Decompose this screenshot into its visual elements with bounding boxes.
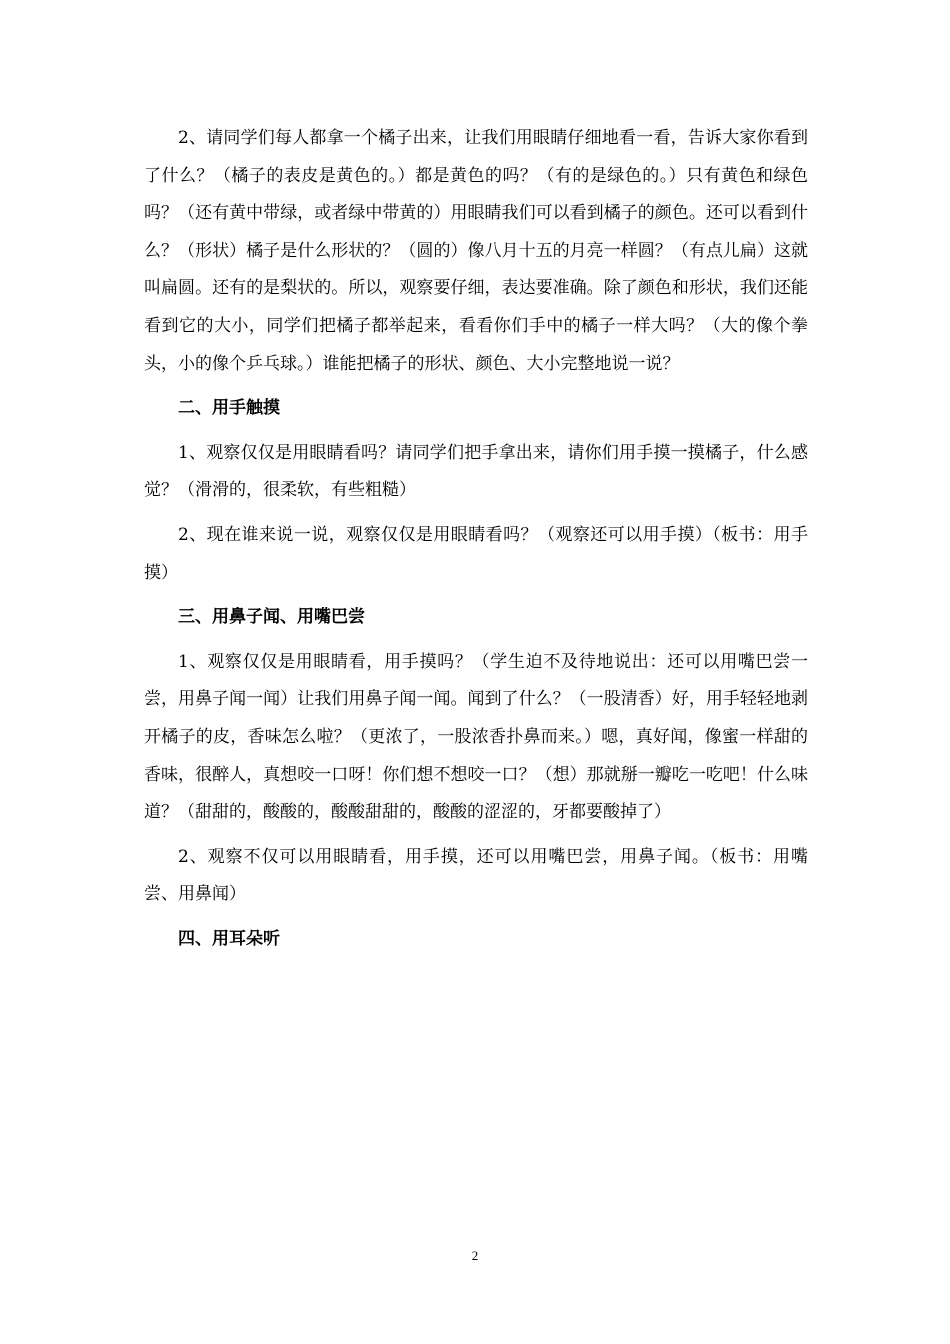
document-body <box>144 120 808 965</box>
paragraph-touch-1: 1、观察仅仅是用眼睛看吗？请同学们把手拿出来，请你们用手摸一摸橘子，什么感觉？（滑滑的，很柔软，有些粗糙） <box>144 442 808 501</box>
paragraph-smell-taste-2: 2、观察不仅可以用眼睛看，用手摸，还可以用嘴巴尝，用鼻子闻。（板书：用嘴尝、用鼻闻） <box>144 846 808 905</box>
paragraph-touch-2: 2、现在谁来说一说，观察仅仅是用眼睛看吗？（观察还可以用手摸）（板书：用手摸） <box>144 524 808 583</box>
section-heading-listen: 四、用耳朵听 <box>178 928 280 949</box>
paragraph-smell-taste-1: 1、观察仅仅是用眼睛看，用手摸吗？（学生迫不及待地说出：还可以用嘴巴尝一尝，用鼻子闻一闻）让我们用鼻子闻一闻。闻到了什么？（一股清香）好，用手轻轻地剥开橘子的皮，香味怎么啦？（更浓了，一股浓香扑鼻而来。）嗯，真好闻，像蜜一样甜的香味，很醉人，真想咬一口呀！你们想不想咬一口？（想）那就掰一瓣吃一吃吧！什么味道？（甜甜的，酸酸的，酸酸甜甜的，酸酸的涩涩的，牙都要酸掉了） <box>144 651 808 823</box>
paragraph-observe-with-eyes: 2、请同学们每人都拿一个橘子出来，让我们用眼睛仔细地看一看，告诉大家你看到了什么？（橘子的表皮是黄色的。）都是黄色的吗？（有的是绿色的。）只有黄色和绿色吗？（还有黄中带绿，或者绿中带黄的）用眼睛我们可以看到橘子的颜色。还可以看到什么？（形状）橘子是什么形状的？（圆的）像八月十五的月亮一样圆？（有点儿扁）这就叫扁圆。还有的是梨状的。所以，观察要仔细，表达要准确。除了颜色和形状，我们还能看到它的大小，同学们把橘子都举起来，看看你们手中的橘子一样大吗？（大的像个拳头，小的像个乒乓球。）谁能把橘子的形状、颜色、大小完整地说一说？ <box>144 128 808 374</box>
section-heading-touch: 二、用手触摸 <box>178 398 280 419</box>
page-number: 2 <box>471 1248 479 1263</box>
section-heading-smell-taste: 三、用鼻子闻、用嘴巴尝 <box>178 607 365 628</box>
